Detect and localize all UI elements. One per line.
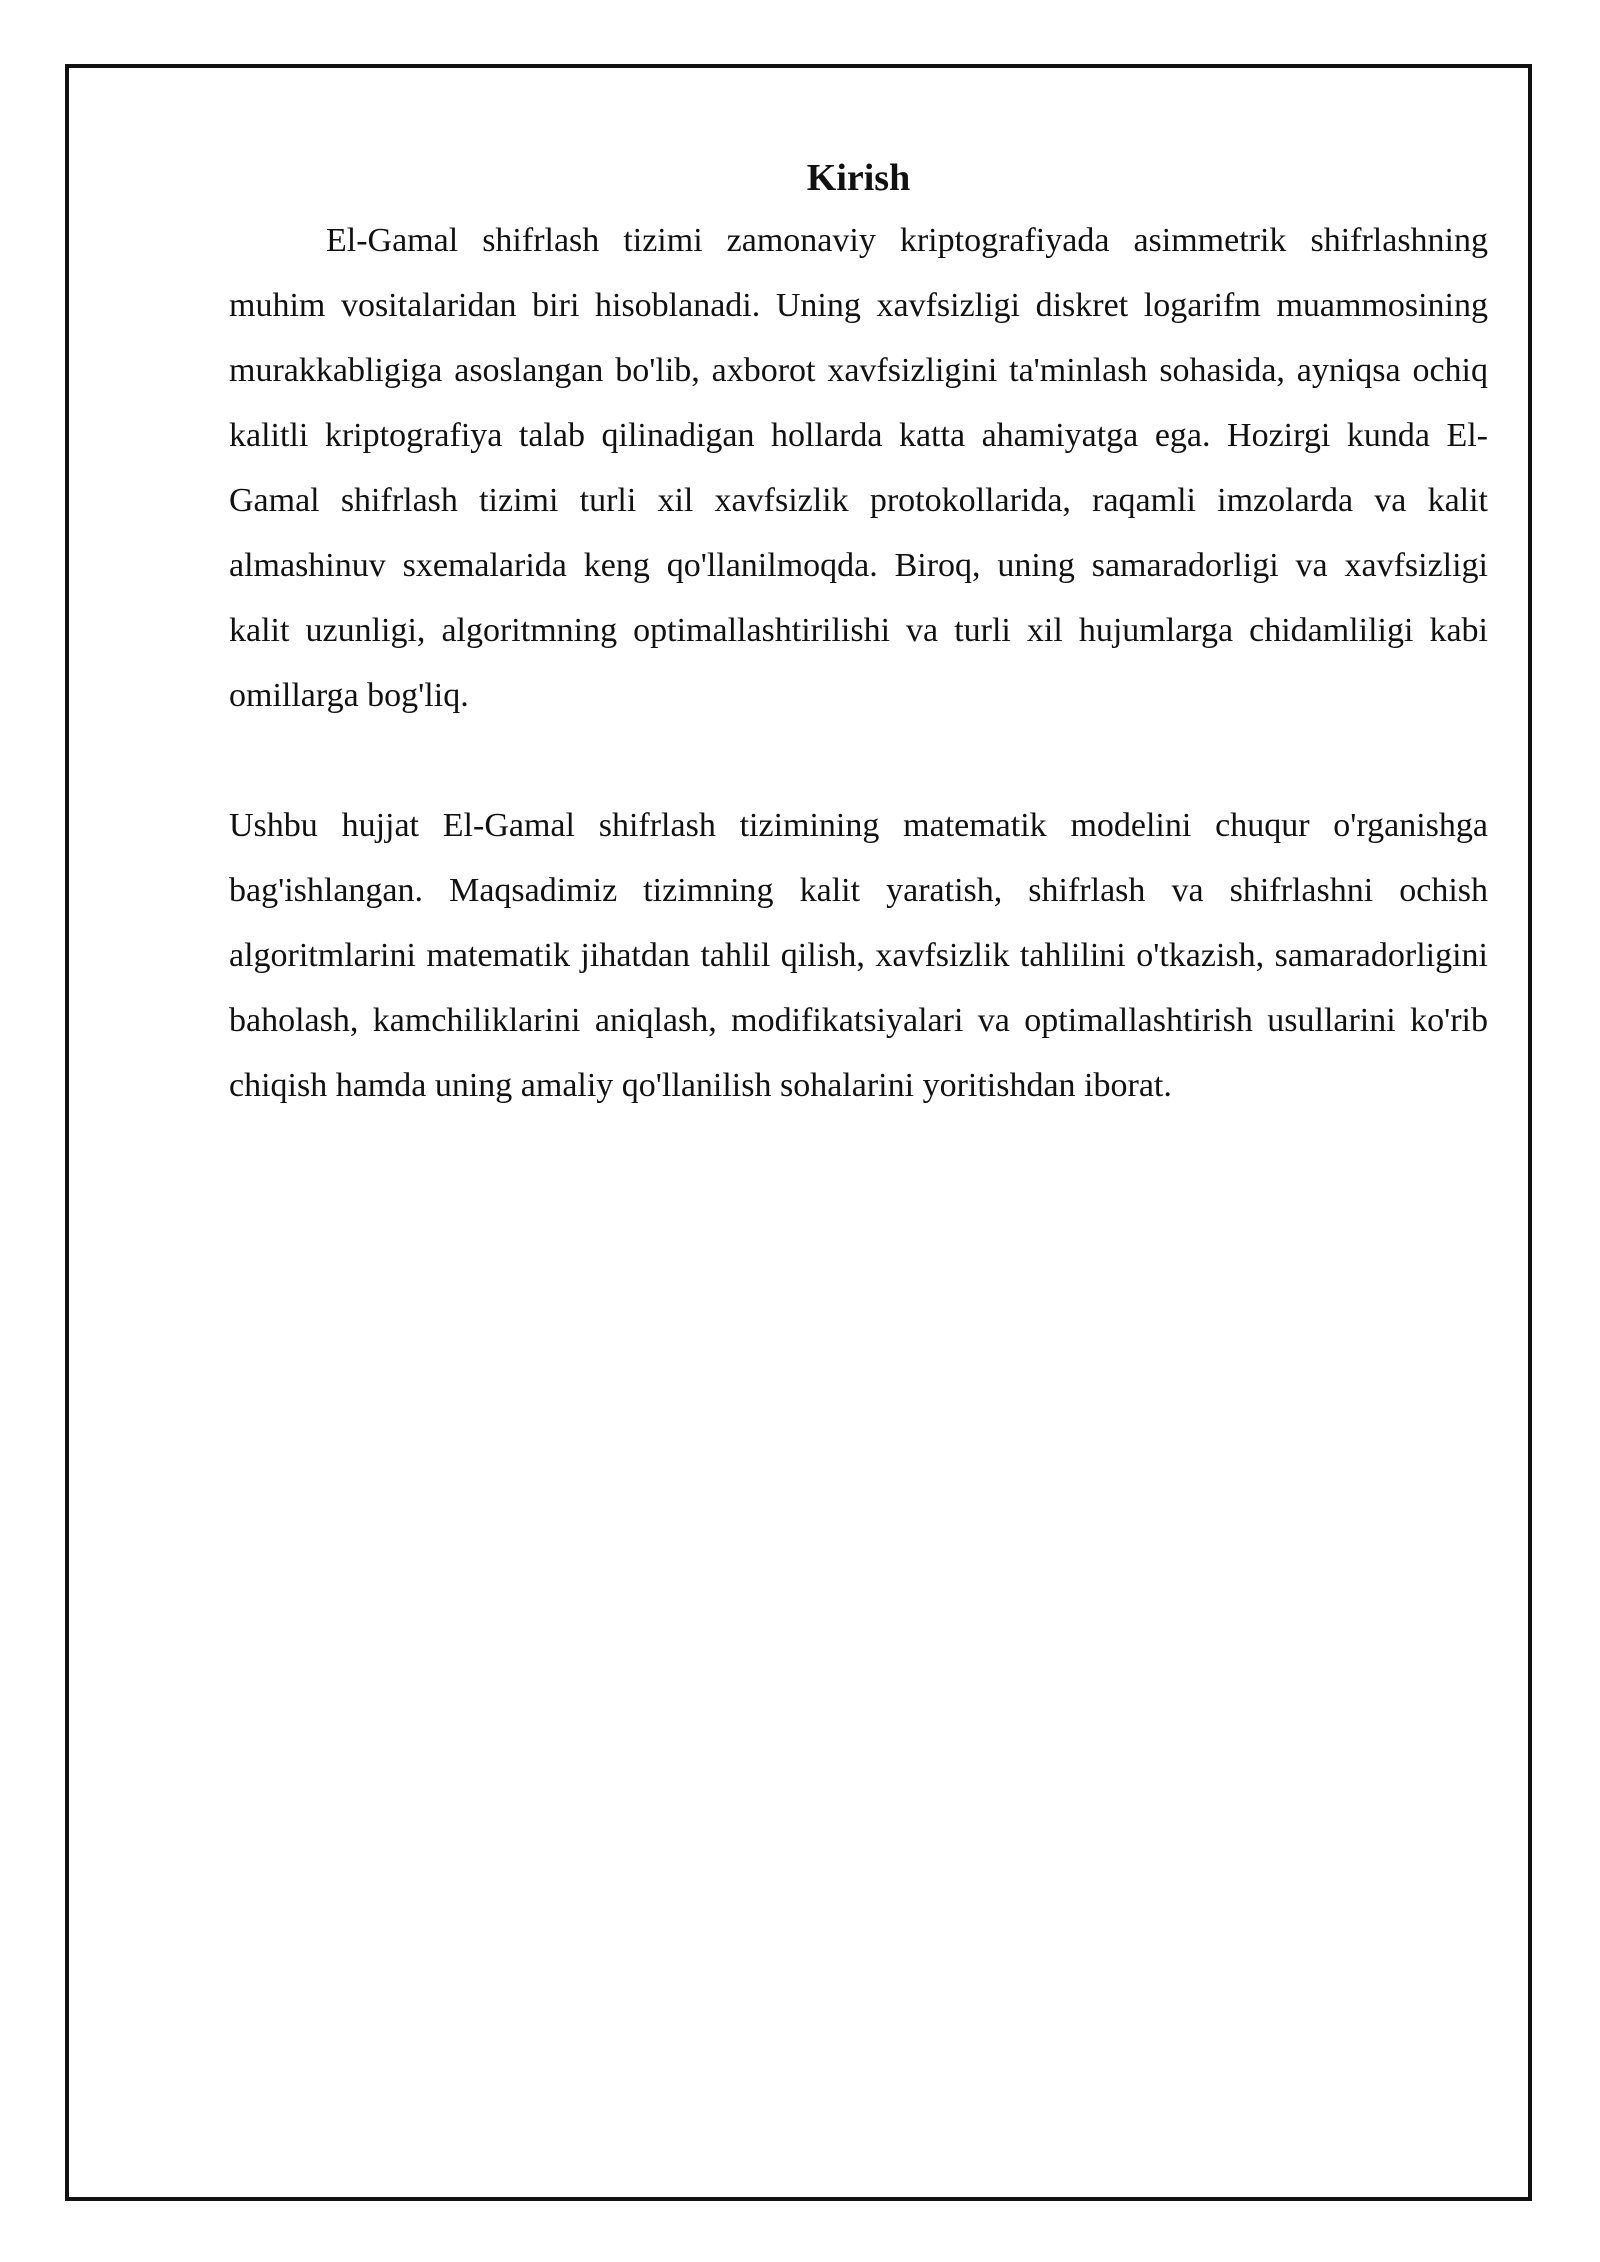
purpose-paragraph: Ushbu hujjat El-Gamal shifrlash tizimining matematik modelini chuqur o'rganishga bag'ishlangan. Maqsadimiz tizimning kalit yaratish, shifrlash va shifrlashni ochish algoritmlarini matematik jihatdan tahlil qilish, xavfsizlik tahlilini o'tkazish, samaradorligini baholash, kamchiliklarini aniqlash, modifikatsiyalari va optimallashtirish usullarini ko'rib chiqish hamda uning amaliy qo'llanilish sohalarini yoritishdan iborat. bbox=[229, 807, 1488, 1104]
document-title: Kirish bbox=[806, 157, 911, 199]
document-body bbox=[229, 148, 1488, 1118]
intro-paragraph: El-Gamal shifrlash tizimi zamonaviy kriptografiyada asimmetrik shifrlashning muhim vositalaridan biri hisoblanadi. Uning xavfsizligi diskret logarifm muammosining murakkabligiga asoslangan bo'lib, axborot xavfsizligini ta'minlash sohasida, ayniqsa ochiq kalitli kriptografiya talab qilinadigan hollarda katta ahamiyatga ega. Hozirgi kunda El-Gamal shifrlash tizimi turli xil xavfsizlik protokollarida, raqamli imzolarda va kalit almashinuv sxemalarida keng qo'llanilmoqda. Biroq, uning samaradorligi va xavfsizligi kalit uzunligi, algoritmning optimallashtirilishi va turli xil hujumlarga chidamliligi kabi omillarga bog'liq. bbox=[229, 222, 1488, 714]
